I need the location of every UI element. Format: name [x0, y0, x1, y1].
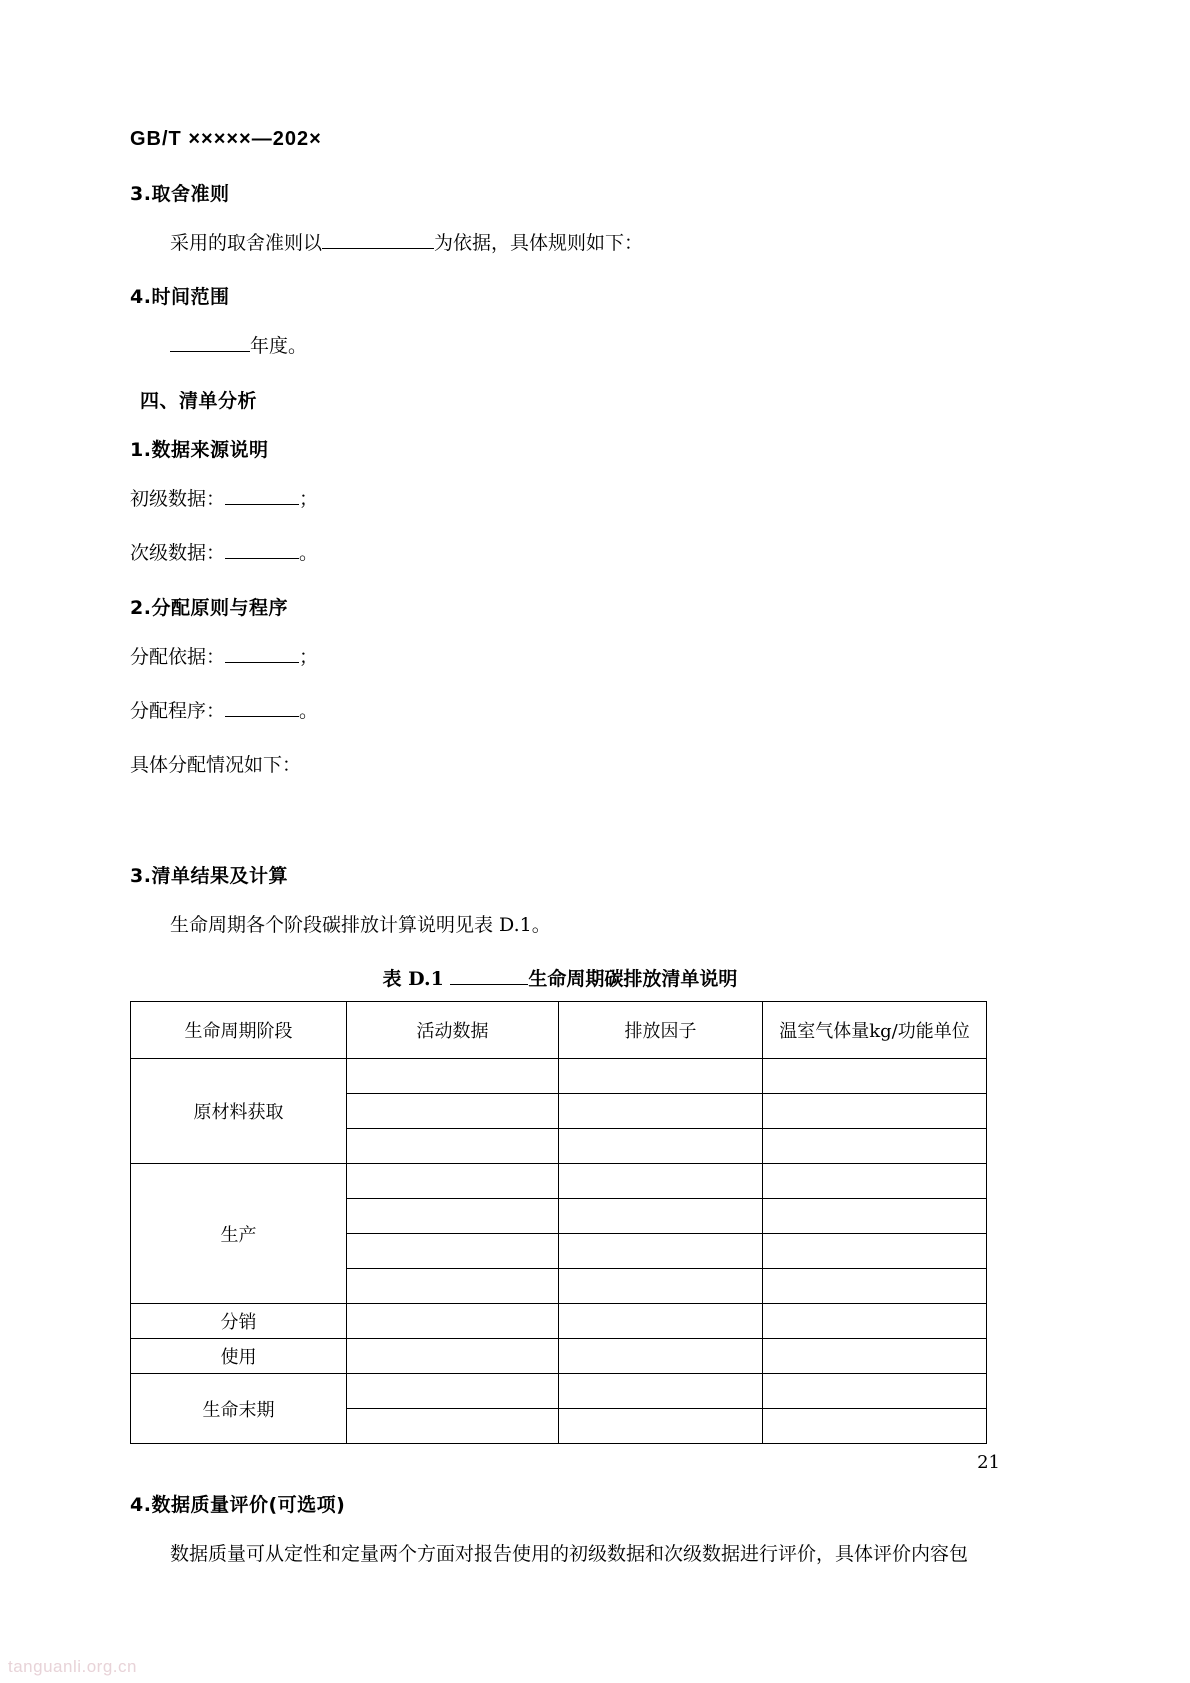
time-range-blank-field[interactable] — [170, 351, 250, 352]
watermark-text: tanguanli.org.cn — [8, 1657, 137, 1676]
table-cell-ghg-amount[interactable] — [763, 1094, 987, 1129]
table-cell-ghg-amount[interactable] — [763, 1339, 987, 1374]
table-cell-emission-factor[interactable] — [559, 1164, 763, 1199]
table-header-cell-stage: 生命周期阶段 — [131, 1002, 347, 1059]
table-cell-activity-data[interactable] — [347, 1094, 559, 1129]
primary-data-tail: ； — [299, 487, 319, 510]
table-header-cell-emission-factor: 排放因子 — [559, 1002, 763, 1059]
table-cell-activity-data[interactable] — [347, 1304, 559, 1339]
table-row — [131, 1059, 987, 1094]
heading-inventory-analysis: 四、清单分析 — [140, 389, 258, 412]
table-cell-activity-data[interactable] — [347, 1234, 559, 1269]
primary-data-label: 初级数据： — [130, 487, 226, 510]
table-cell-ghg-amount[interactable] — [763, 1129, 987, 1164]
table-header-cell-activity-data: 活动数据 — [347, 1002, 559, 1059]
table-cell-emission-factor[interactable] — [559, 1199, 763, 1234]
paragraph-time-range — [130, 331, 990, 361]
table-cell-ghg-amount[interactable] — [763, 1409, 987, 1444]
allocation-procedure-tail: 。 — [299, 699, 319, 722]
table-caption-suffix: 生命周期碳排放清单说明 — [528, 968, 738, 991]
table-cell-stage-distribution: 分销 — [131, 1304, 347, 1339]
paragraph-data-quality: 数据质量可从定性和定量两个方面对报告使用的初级数据和次级数据进行评价，具体评价内容包 — [170, 1543, 969, 1566]
table-cell-stage-end-of-life: 生命末期 — [131, 1374, 347, 1444]
heading-time-range: 4.时间范围 — [130, 286, 230, 309]
table-cell-stage-use: 使用 — [131, 1339, 347, 1374]
allocation-procedure-blank-field[interactable] — [225, 716, 299, 717]
table-cell-ghg-amount[interactable] — [763, 1234, 987, 1269]
table-cell-emission-factor[interactable] — [559, 1234, 763, 1269]
spacer-block — [130, 805, 990, 861]
table-cell-activity-data[interactable] — [347, 1269, 559, 1304]
table-cell-emission-factor[interactable] — [559, 1094, 763, 1129]
table-caption — [130, 964, 990, 991]
paragraph-allocation-basis — [130, 642, 990, 672]
table-cell-activity-data[interactable] — [347, 1374, 559, 1409]
table-cell-activity-data[interactable] — [347, 1199, 559, 1234]
table-cell-activity-data[interactable] — [347, 1409, 559, 1444]
primary-data-blank-field[interactable] — [225, 504, 299, 505]
table-row — [131, 1374, 987, 1409]
secondary-data-blank-field[interactable] — [225, 558, 299, 559]
table-cell-ghg-amount[interactable] — [763, 1164, 987, 1199]
paragraph-primary-data — [130, 484, 990, 514]
paragraph-allocation-procedure — [130, 696, 990, 726]
heading-inventory-results: 3.清单结果及计算 — [130, 864, 288, 887]
allocation-procedure-label: 分配程序： — [130, 699, 226, 722]
table-cell-stage-production: 生产 — [131, 1164, 347, 1304]
table-cell-activity-data[interactable] — [347, 1164, 559, 1199]
table-cell-emission-factor[interactable] — [559, 1059, 763, 1094]
allocation-basis-blank-field[interactable] — [225, 662, 299, 663]
heading-cutoff-criteria: 3.取舍准则 — [130, 183, 230, 205]
table-cell-emission-factor[interactable] — [559, 1304, 763, 1339]
table-caption-prefix: 表 D.1 — [382, 968, 444, 991]
table-cell-ghg-amount[interactable] — [763, 1199, 987, 1234]
paragraph-cutoff-criteria — [130, 228, 990, 258]
table-cell-ghg-amount[interactable] — [763, 1059, 987, 1094]
table-row — [131, 1304, 987, 1339]
heading-allocation-principles: 2.分配原则与程序 — [130, 596, 288, 619]
table-cell-emission-factor[interactable] — [559, 1374, 763, 1409]
paragraph-secondary-data — [130, 538, 990, 568]
table-header-row — [131, 1002, 987, 1059]
table-caption-blank-field[interactable] — [450, 984, 528, 985]
page-content — [130, 128, 990, 1594]
allocation-basis-tail: ； — [299, 645, 319, 668]
paragraph-inventory-results: 生命周期各个阶段碳排放计算说明见表 D.1。 — [170, 913, 551, 936]
table-cell-activity-data[interactable] — [347, 1129, 559, 1164]
table-cell-activity-data[interactable] — [347, 1339, 559, 1374]
table-cell-emission-factor[interactable] — [559, 1409, 763, 1444]
cutoff-text-after: 为依据，具体规则如下： — [434, 232, 644, 254]
inventory-table — [130, 1001, 987, 1444]
heading-data-source: 1.数据来源说明 — [130, 438, 269, 461]
table-row — [131, 1164, 987, 1199]
table-header-cell-ghg-amount: 温室气体量kg/功能单位 — [763, 1002, 987, 1059]
table-cell-ghg-amount[interactable] — [763, 1304, 987, 1339]
allocation-basis-label: 分配依据： — [130, 645, 226, 668]
table-cell-ghg-amount[interactable] — [763, 1269, 987, 1304]
time-range-text-after: 年度。 — [250, 335, 308, 358]
table-cell-stage-raw-material: 原材料获取 — [131, 1059, 347, 1164]
secondary-data-tail: 。 — [299, 542, 319, 565]
table-cell-emission-factor[interactable] — [559, 1129, 763, 1164]
secondary-data-label: 次级数据： — [130, 542, 226, 565]
table-cell-activity-data[interactable] — [347, 1059, 559, 1094]
table-cell-ghg-amount[interactable] — [763, 1374, 987, 1409]
table-cell-emission-factor[interactable] — [559, 1339, 763, 1374]
cutoff-blank-field[interactable] — [322, 248, 434, 249]
cutoff-text-before: 采用的取舍准则以 — [170, 232, 323, 254]
paragraph-allocation-detail: 具体分配情况如下： — [130, 754, 302, 777]
standard-code: GB/T ×××××—202× — [130, 128, 322, 150]
heading-data-quality: 4.数据质量评价(可选项) — [130, 1494, 346, 1517]
table-cell-emission-factor[interactable] — [559, 1269, 763, 1304]
page-number: 21 — [977, 1452, 1000, 1473]
table-row — [131, 1339, 987, 1374]
